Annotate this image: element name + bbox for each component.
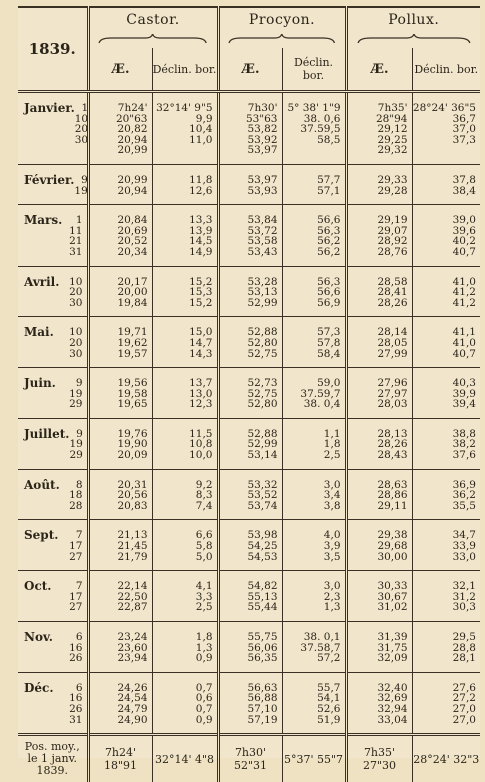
castor-ra-values: 20,17 20,00 19,84 xyxy=(88,266,152,317)
procyon-dec-values: 3,0 2,3 1,3 xyxy=(282,571,346,622)
procyon-dec-values: 55,7 54,1 52,6 51,9 xyxy=(282,672,346,734)
procyon-dec-values: 59,0 37.59,7 38. 0,4 xyxy=(282,368,346,419)
mean-castor-ra: 7h24' 18"91 xyxy=(88,735,152,782)
pollux-dec-values: 40,3 39,9 39,4 xyxy=(412,368,480,419)
month-name: Mai. xyxy=(24,325,54,340)
castor-dec-values: 11,5 10,8 10,0 xyxy=(152,418,218,469)
month-days: 10 20 30 xyxy=(69,275,83,309)
month-days: 6 16 26 31 xyxy=(69,681,83,726)
mean-castor-dec: 32°14' 4"8 xyxy=(152,735,218,782)
procyon-dec-values: 4,0 3,9 3,5 xyxy=(282,520,346,571)
almanac-page xyxy=(18,6,480,778)
castor-dec-values: 6,6 5,8 5,0 xyxy=(152,520,218,571)
castor-dec-values: 1,8 1,3 0,9 xyxy=(152,622,218,673)
month-cell xyxy=(18,520,88,571)
month-name: Oct. xyxy=(24,579,52,594)
pollux-dec-values: 28°24' 36"5 36,7 37,0 37,3 xyxy=(412,92,480,165)
procyon-dec-values: 57,3 57,8 58,4 xyxy=(282,317,346,368)
month-cell xyxy=(18,571,88,622)
star-positions-table xyxy=(18,6,480,782)
procyon-dec-header: Déclin. bor. xyxy=(282,48,346,92)
castor-dec-values: 32°14' 9"5 9,9 10,4 11,0 xyxy=(152,92,218,165)
castor-dec-values: 9,2 8,3 7,4 xyxy=(152,469,218,520)
procyon-name: Procyon. xyxy=(248,12,316,28)
month-cell xyxy=(18,317,88,368)
pollux-ra-values: 28,14 28,05 27,99 xyxy=(346,317,412,368)
pollux-dec-values: 41,1 41,0 40,7 xyxy=(412,317,480,368)
mean-pollux-ra: 7h35' 27"30 xyxy=(346,735,412,782)
castor-dec-values: 15,2 15,3 15,2 xyxy=(152,266,218,317)
month-days: 8 18 28 xyxy=(69,478,83,512)
month-name: Juillet. xyxy=(24,426,70,441)
month-cell xyxy=(18,469,88,520)
pollux-dec-values: 36,9 36,2 35,5 xyxy=(412,469,480,520)
month-days: 1 11 21 31 xyxy=(69,214,83,258)
brace-icon xyxy=(98,34,207,44)
mean-pollux-dec: 28°24' 32"3 xyxy=(412,735,480,782)
pollux-dec-values: 37,8 38,4 xyxy=(412,164,480,204)
month-days: 9 19 xyxy=(74,173,88,197)
brace-icon xyxy=(357,34,471,44)
castor-dec-values: 13,7 13,0 12,3 xyxy=(152,368,218,419)
pollux-ra-values: 29,19 29,07 28,92 28,76 xyxy=(346,205,412,266)
procyon-ra-values: 53,32 53,52 53,74 xyxy=(218,469,282,520)
pollux-ra-values: 29,38 29,68 30,00 xyxy=(346,520,412,571)
procyon-dec-values: 1,1 1,8 2,5 xyxy=(282,418,346,469)
procyon-dec-values: 57,7 57,1 xyxy=(282,164,346,204)
month-name: Février. xyxy=(24,172,75,187)
procyon-ra-values: 53,98 54,25 54,53 xyxy=(218,520,282,571)
pollux-dec-header: Déclin. bor. xyxy=(412,48,480,92)
castor-ra-values: 20,84 20,69 20,52 20,34 xyxy=(88,205,152,266)
month-cell xyxy=(18,622,88,673)
month-row xyxy=(18,622,480,673)
procyon-dec-values: 38. 0,1 37.58,7 57,2 xyxy=(282,622,346,673)
pollux-ra-values: 29,33 29,28 xyxy=(346,164,412,204)
pollux-ra-values: 32,40 32,69 32,94 33,04 xyxy=(346,672,412,734)
month-cell xyxy=(18,672,88,734)
castor-ra-values: 20,99 20,94 xyxy=(88,164,152,204)
procyon-ra-values: 52,88 52,80 52,75 xyxy=(218,317,282,368)
castor-ra-values: 7h24' 20"63 20,82 20,94 20,99 xyxy=(88,92,152,165)
month-name: Avril. xyxy=(24,274,60,289)
month-row xyxy=(18,418,480,469)
procyon-ra-values: 54,82 55,13 55,44 xyxy=(218,571,282,622)
month-days: 9 19 29 xyxy=(69,427,83,462)
procyon-header xyxy=(218,7,346,48)
month-name: Janvier. xyxy=(24,101,75,115)
month-cell xyxy=(18,164,88,204)
castor-ra-values: 19,71 19,62 19,57 xyxy=(88,317,152,368)
pollux-ra-values: 30,33 30,67 31,02 xyxy=(346,571,412,622)
month-days: 7 17 27 xyxy=(69,580,83,614)
pollux-dec-values: 27,6 27,2 27,0 27,0 xyxy=(412,672,480,734)
castor-dec-values: 4,1 3,3 2,5 xyxy=(152,571,218,622)
castor-ra-values: 24,26 24,54 24,79 24,90 xyxy=(88,672,152,734)
pollux-name: Pollux. xyxy=(388,12,440,28)
castor-ra-values: 23,24 23,60 23,94 xyxy=(88,622,152,673)
pollux-dec-values: 41,0 41,2 41,2 xyxy=(412,266,480,317)
month-days: 1 10 20 30 xyxy=(74,102,89,146)
castor-ra-header: Æ. xyxy=(88,48,152,92)
pollux-dec-values: 34,7 33,9 33,0 xyxy=(412,520,480,571)
pollux-dec-values: 38,8 38,2 37,6 xyxy=(412,418,480,469)
month-days: 10 20 30 xyxy=(69,326,83,360)
month-name: Août. xyxy=(24,477,60,492)
month-row xyxy=(18,317,480,368)
castor-dec-values: 13,3 13,9 14,5 14,9 xyxy=(152,205,218,266)
castor-header xyxy=(88,7,218,48)
mean-procyon-dec: 5°37' 55"7 xyxy=(282,735,346,782)
month-row xyxy=(18,92,480,165)
castor-dec-values: 0,7 0,6 0,7 0,9 xyxy=(152,672,218,734)
castor-ra-values: 20,31 20,56 20,83 xyxy=(88,469,152,520)
castor-dec-values: 11,8 12,6 xyxy=(152,164,218,204)
month-name: Nov. xyxy=(24,630,53,644)
pollux-ra-values: 28,58 28,41 28,26 xyxy=(346,266,412,317)
procyon-dec-values: 56,3 56,6 56,9 xyxy=(282,266,346,317)
castor-ra-values: 19,76 19,90 20,09 xyxy=(88,418,152,469)
pollux-dec-values: 29,5 28,8 28,1 xyxy=(412,622,480,673)
pollux-dec-values: 39,0 39,6 40,2 40,7 xyxy=(412,205,480,266)
month-name: Juin. xyxy=(24,376,56,391)
month-name: Sept. xyxy=(24,528,59,543)
procyon-ra-values: 56,63 56,88 57,10 57,19 xyxy=(218,672,282,734)
castor-ra-values: 22,14 22,50 22,87 xyxy=(88,571,152,622)
procyon-ra-header: Æ. xyxy=(218,48,282,92)
pollux-ra-values: 7h35' 28"94 29,12 29,25 29,32 xyxy=(346,92,412,165)
month-row xyxy=(18,205,480,266)
month-row xyxy=(18,164,480,204)
month-days: 7 17 27 xyxy=(69,529,83,563)
castor-ra-values: 21,13 21,45 21,79 xyxy=(88,520,152,571)
procyon-dec-values: 5° 38' 1"9 38. 0,6 37.59,5 58,5 xyxy=(282,92,346,165)
month-row xyxy=(18,266,480,317)
mean-procyon-ra: 7h30' 52"31 xyxy=(218,735,282,782)
month-days: 9 19 29 xyxy=(69,377,83,411)
procyon-ra-values: 53,97 53,93 xyxy=(218,164,282,204)
month-row xyxy=(18,672,480,734)
pollux-ra-values: 28,63 28,86 29,11 xyxy=(346,469,412,520)
month-days: 6 16 26 xyxy=(69,631,83,665)
procyon-dec-values: 56,6 56,3 56,2 56,2 xyxy=(282,205,346,266)
procyon-ra-values: 53,28 53,13 52,99 xyxy=(218,266,282,317)
pollux-dec-values: 32,1 31,2 30,3 xyxy=(412,571,480,622)
month-cell xyxy=(18,205,88,266)
procyon-dec-values: 3,0 3,4 3,8 xyxy=(282,469,346,520)
procyon-ra-values: 53,84 53,72 53,58 53,43 xyxy=(218,205,282,266)
month-cell xyxy=(18,418,88,469)
castor-dec-values: 15,0 14,7 14,3 xyxy=(152,317,218,368)
month-cell xyxy=(18,266,88,317)
castor-name: Castor. xyxy=(126,12,180,28)
pollux-header xyxy=(346,7,480,48)
month-name: Mars. xyxy=(24,213,63,228)
pollux-ra-values: 27,96 27,97 28,03 xyxy=(346,368,412,419)
month-name: Déc. xyxy=(24,680,54,695)
procyon-ra-values: 7h30' 53"63 53,82 53,92 53,97 xyxy=(218,92,282,165)
pollux-ra-values: 31,39 31,75 32,09 xyxy=(346,622,412,673)
pollux-ra-header: Æ. xyxy=(346,48,412,92)
month-row xyxy=(18,368,480,419)
castor-dec-header: Déclin. bor. xyxy=(152,48,218,92)
month-row xyxy=(18,571,480,622)
mean-position-label: Pos. moy., le 1 janv. 1839. xyxy=(18,735,88,782)
mean-position-row xyxy=(18,735,480,782)
castor-ra-values: 19,56 19,58 19,65 xyxy=(88,368,152,419)
procyon-ra-values: 52,73 52,75 52,80 xyxy=(218,368,282,419)
month-row xyxy=(18,469,480,520)
month-cell xyxy=(18,92,88,165)
month-row xyxy=(18,520,480,571)
procyon-ra-values: 52,88 52,99 53,14 xyxy=(218,418,282,469)
year-header: 1839. xyxy=(18,7,88,92)
pollux-ra-values: 28,13 28,26 28,43 xyxy=(346,418,412,469)
procyon-ra-values: 55,75 56,06 56,35 xyxy=(218,622,282,673)
brace-icon xyxy=(228,34,336,44)
month-cell xyxy=(18,368,88,419)
